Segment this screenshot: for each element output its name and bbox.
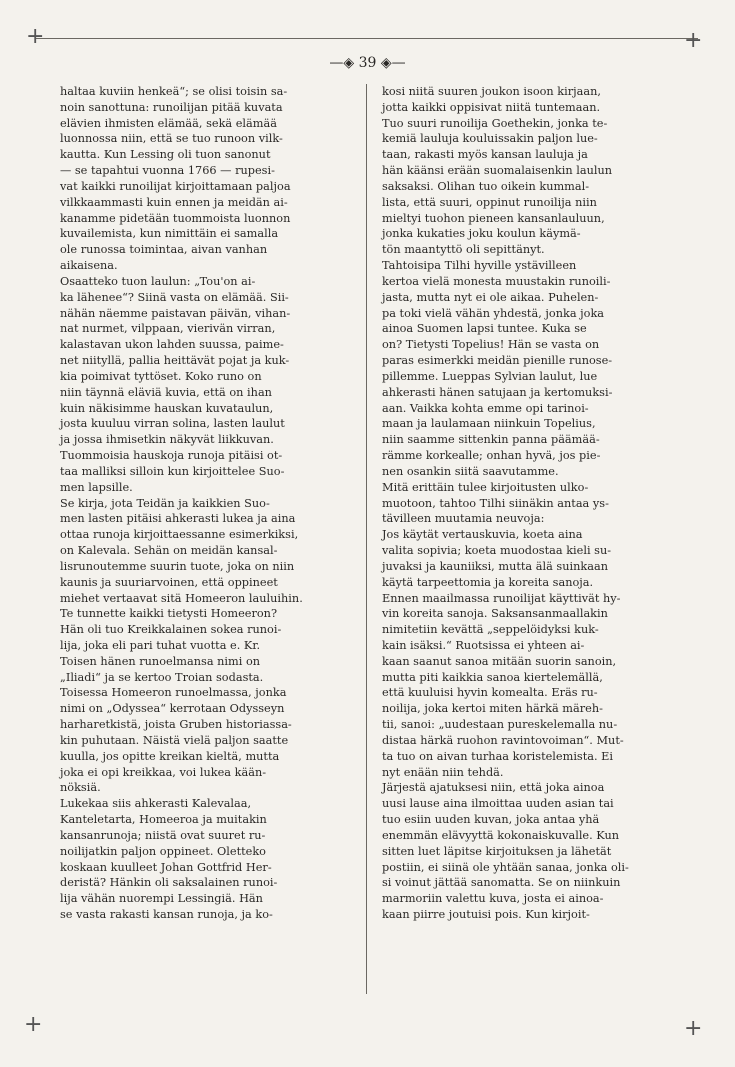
text-line: aan. Vaikka kohta emme opi tarinoi- (382, 401, 589, 415)
left-column (60, 84, 346, 923)
text-line: mieltyi tuohon pieneen kansanlauluun, (382, 211, 605, 225)
text-line: on Kalevala. Sehän on meidän kansal- (60, 544, 278, 558)
text-line: juvaksi ja kauniiksi, mutta älä suinkaan (382, 559, 608, 573)
text-line: vat kaikki runoilijat kirjoittamaan paljoa (60, 179, 291, 193)
text-line: ottaa runoja kirjoittaessanne esimerkiksi, (60, 528, 299, 542)
text-line: koskaan kuulleet Johan Gottfrid Her- (60, 860, 272, 874)
text-line: Hän oli tuo Kreikkalainen sokea runoi- (60, 623, 282, 637)
text-line: nähän näemme paistavan päivän, vihan- (60, 306, 291, 320)
text-line: kuin näkisimme hauskan kuvataulun, (60, 401, 274, 415)
text-line: ahkerasti hänen satujaan ja kertomuksi- (382, 385, 613, 399)
text-line: Tuo suuri runoilija Goethekin, jonka te- (382, 116, 608, 130)
text-line: nen osankin siitä saavutamme. (382, 464, 559, 478)
text-line: Se kirja, jota Teidän ja kaikkien Suo- (60, 496, 270, 510)
text-line: lisrunoutemme suurin tuote, joka on niin (60, 559, 295, 573)
text-line: kain isäksi.“ Ruotsissa ei yhteen ai- (382, 638, 585, 652)
text-line: nöksiä. (60, 781, 101, 795)
text-line: kaan piirre joutuisi pois. Kun kirjoit- (382, 908, 590, 922)
text-line: muotoon, tahtoo Tilhi siinäkin antaa ys- (382, 496, 609, 510)
text-line: Tuommoisia hauskoja runoja pitäisi ot- (60, 449, 283, 463)
text-line: harharetkistä, joista Gruben historiassa- (60, 718, 292, 732)
text-line: nat nurmet, vilppaan, vierivän virran, (60, 322, 276, 336)
text-line: mutta piti kaikkia sanoa kiertelemällä, (382, 670, 603, 684)
text-line: elävien ihmisten elämää, sekä elämää (60, 116, 277, 130)
text-line: ole runossa toimintaa, aivan vanhan (60, 243, 268, 257)
text-line: vilkkaammasti kuin ennen ja meidän ai- (60, 195, 288, 209)
text-line: noilijatkin paljon oppineet. Oletteko (60, 844, 266, 858)
text-line: luonnossa niin, että se tuo runoon vilk- (60, 132, 283, 146)
text-line: Toisessa Homeeron runoelmassa, jonka (60, 686, 287, 700)
text-line: sitten luet läpitse kirjoituksen ja lähetät (382, 844, 612, 858)
page-number: —◈ 39 ◈— (329, 55, 406, 71)
crop-mark-top-left-icon: + (26, 24, 45, 49)
text-line: men lapsille. (60, 480, 133, 494)
text-line: käytä tarpeettomia ja koreita sanoja. (382, 575, 594, 589)
text-line: ka lähenee“? Siinä vasta on elämää. Sii- (60, 290, 289, 304)
text-line: pa toki vielä vähän yhdestä, jonka joka (382, 306, 605, 320)
text-line: postiin, ei siinä ole yhtään sanaa, jonka oli- (382, 860, 629, 874)
text-line: noilija, joka kertoi miten härkä märeh- (382, 702, 603, 716)
text-line: tii, sanoi: „uudestaan pureskelemalla nu- (382, 718, 618, 732)
text-line: lista, että suuri, oppinut runoilija niin (382, 195, 597, 209)
text-line: kemiä lauluja kouluissakin paljon lue- (382, 132, 598, 146)
text-line: Lukekaa siis ahkerasti Kalevalaa, (60, 797, 252, 811)
text-line: kia poimivat tyttöset. Koko runo on (60, 369, 262, 383)
text-line: aikaisena. (60, 259, 118, 273)
text-line: että kuuluisi hyvin komealta. Eräs ru- (382, 686, 598, 700)
text-line: pillemme. Lueppas Sylvian laulut, lue (382, 369, 598, 383)
text-line: kautta. Kun Lessing oli tuon sanonut (60, 148, 271, 162)
text-line: kanamme pidetään tuommoista luonnon (60, 211, 291, 225)
text-line: valita sopivia; koeta muodostaa kieli su- (382, 544, 612, 558)
text-line: net niityllä, pallia heittävät pojat ja kuk- (60, 354, 290, 368)
text-line: joka ei opi kreikkaa, voi lukea kään- (60, 765, 267, 779)
text-line: — se tapahtui vuonna 1766 — rupesi- (60, 164, 275, 178)
text-line: vin koreita sanoja. Saksansanmaallakin (382, 607, 608, 621)
text-line: Ennen maailmassa runoilijat käyttivät hy- (382, 591, 621, 605)
text-line: kuvailemista, kun nimittäin ei samalla (60, 227, 279, 241)
text-line: jasta, mutta nyt ei ole aikaa. Puhelen- (382, 290, 599, 304)
text-line: noin sanottuna: runoilijan pitää kuvata (60, 100, 283, 114)
text-line: on? Tietysti Topelius! Hän se vasta on (382, 338, 600, 352)
text-line: se vasta rakasti kansan runoja, ja ko- (60, 908, 273, 922)
text-line: tävilleen muutamia neuvoja: (382, 512, 545, 526)
text-line: kaunis ja suuriarvoinen, että oppineet (60, 575, 278, 589)
text-line: lija, joka eli pari tuhat vuotta e. Kr. (60, 638, 261, 652)
text-line: jonka kukaties joku koulun käymä- (382, 227, 581, 241)
crop-mark-bottom-left-icon: + (24, 1012, 43, 1037)
text-line: taan, rakasti myös kansan lauluja ja (382, 148, 588, 162)
text-line: Te tunnette kaikki tietysti Homeeron? (60, 607, 278, 621)
text-line: marmoriin valettu kuva, josta ei ainoa- (382, 892, 604, 906)
right-column (382, 84, 668, 923)
text-line: kosi niitä suuren joukon isoon kirjaan, (382, 85, 601, 98)
text-line: niin täynnä eläviä kuvia, että on ihan (60, 385, 272, 399)
text-line: miehet vertaavat sitä Homeeron lauluihin. (60, 591, 303, 605)
top-rule (36, 38, 698, 39)
text-line: kansanrunoja; niistä ovat suuret ru- (60, 828, 266, 842)
text-line: Kanteletarta, Homeeroa ja muitakin (60, 813, 267, 827)
text-line: deristä? Hänkin oli saksalainen runoi- (60, 876, 278, 890)
text-line: kin puhutaan. Näistä vielä paljon saatte (60, 733, 289, 747)
text-line: saksaksi. Olihan tuo oikein kummal- (382, 179, 590, 193)
text-line: paras esimerkki meidän pienille runose- (382, 354, 613, 368)
text-line: uusi lause aina ilmoittaa uuden asian tai (382, 797, 614, 811)
text-line: lija vähän nuorempi Lessingiä. Hän (60, 892, 263, 906)
text-line: Jos käytät vertauskuvia, koeta aina (382, 528, 583, 542)
text-line: maan ja laulamaan niinkuin Topelius, (382, 417, 596, 431)
text-line: tuo esiin uuden kuvan, joka antaa yhä (382, 813, 600, 827)
text-line: si voinut jättää sanomatta. Se on niinkuin (382, 876, 621, 890)
text-line: enemmän elävyyttä kokonaiskuvalle. Kun (382, 828, 620, 842)
crop-mark-top-right-icon: + (684, 28, 703, 53)
text-line: Tahtoisipa Tilhi hyville ystävilleen (382, 259, 577, 273)
text-line: kaan saanut sanoa mitään suorin sanoin, (382, 654, 617, 668)
text-line: kertoa vielä monesta muustakin runoili- (382, 274, 611, 288)
text-line: jotta kaikki oppisivat niitä tuntemaan. (382, 100, 601, 114)
text-line: Mitä erittäin tulee kirjoitusten ulko- (382, 480, 589, 494)
text-line: nimitetiin kevättä „seppelöidyksi kuk- (382, 623, 599, 637)
text-line: rämme korkealle; onhan hyvä, jos pie- (382, 449, 601, 463)
crop-mark-bottom-right-icon: + (684, 1016, 703, 1041)
column-divider (366, 84, 367, 994)
text-line: josta kuuluu virran solina, lasten laulut (60, 417, 285, 431)
text-line: ainoa Suomen lapsi tuntee. Kuka se (382, 322, 587, 336)
text-line: Osaatteko tuon laulun: „Tou'on ai- (60, 274, 256, 288)
text-line: nyt enään niin tehdä. (382, 765, 504, 779)
text-line: taa malliksi silloin kun kirjoittelee Suo- (60, 464, 285, 478)
text-line: kalastavan ukon lahden suussa, paime- (60, 338, 284, 352)
text-line: ta tuo on aivan turhaa koristelemista. Ei (382, 749, 614, 763)
text-line: men lasten pitäisi ahkerasti lukea ja aina (60, 512, 296, 526)
text-line: haltaa kuviin henkeä“; se olisi toisin sa- (60, 85, 288, 98)
text-line: niin saamme sittenkin panna päämää- (382, 433, 600, 447)
text-line: „Iliadi“ ja se kertoo Troian sodasta. (60, 670, 264, 684)
text-line: tön maantyttö oli sepittänyt. (382, 243, 545, 257)
text-line: hän käänsi erään suomalaisenkin laulun (382, 164, 613, 178)
text-line: Järjestä ajatuksesi niin, että joka ainoa (382, 781, 605, 795)
text-line: kuulla, jos opitte kreikan kieltä, mutta (60, 749, 280, 763)
text-line: ja jossa ihmisetkin näkyvät liikkuvan. (60, 433, 274, 447)
text-line: Toisen hänen runoelmansa nimi on (60, 654, 261, 668)
text-line: nimi on „Odyssea“ kerrotaan Odysseyn (60, 702, 285, 716)
text-line: distaa härkä ruohon ravintovoiman“. Mut- (382, 733, 624, 747)
